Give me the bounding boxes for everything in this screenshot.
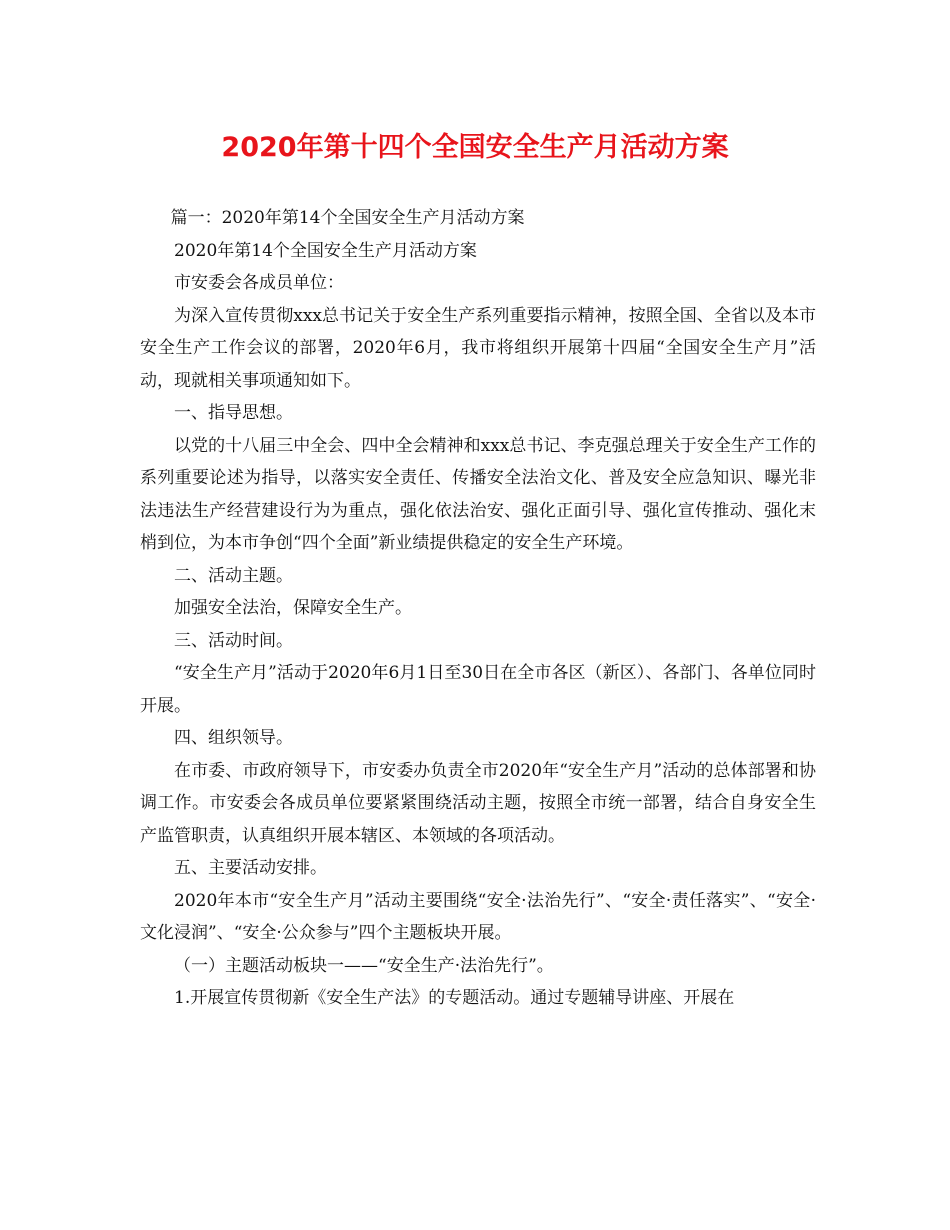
paragraph-subtitle: 2020年第14个全国安全生产月活动方案 [174, 240, 477, 261]
paragraph-organization: 在市委、市政府领导下，市安委办负责全市2020年“安全生产月”活动的总体部署和协调工作。市安委会各成员单位要紧紧围绕活动主题，按照全市统一部署，结合自身安全生产监管职责，认真组织开展本辖区、本领域的各项活动。 [140, 760, 816, 846]
subsection-heading-1: （一）主题活动板块一——“安全生产·法治先行”。 [174, 955, 554, 976]
paragraph-intro: 为深入宣传贯彻xxx总书记关于安全生产系列重要指示精神，按照全国、全省以及本市安全生产工作会议的部署，2020年6月，我市将组织开展第十四届“全国安全生产月”活动，现就相关事项通知如下。 [140, 305, 816, 391]
section-heading-2: 二、活动主题。 [174, 565, 293, 586]
paragraph-item-1: 1.开展宣传贯彻新《安全生产法》的专题活动。通过专题辅导讲座、开展在 [174, 988, 735, 1008]
section-heading-5: 五、主要活动安排。 [174, 858, 327, 878]
paragraph-guiding-thought: 以党的十八届三中全会、四中全会精神和xxx总书记、李克强总理关于安全生产工作的系列重要论述为指导，以落实安全责任、传播安全法治文化、普及安全应急知识、曝光非法违法生产经营建设行为为重点，强化依法治安、强化正面引导、强化宣传推动、强化末梢到位，为本市争创“四个全面”新业绩提供稳定的安全生产环境。 [140, 435, 816, 553]
document-title: 2020年第十四个全国安全生产月活动方案 [221, 132, 729, 163]
paragraph-salutation: 市安委会各成员单位： [174, 273, 344, 293]
section-heading-4: 四、组织领导。 [174, 728, 293, 748]
paragraph-activities: 2020年本市“安全生产月”活动主要围绕“安全·法治先行”、“安全·责任落实”、“安全·文化浸润”、“安全·公众参与”四个主题板块开展。 [140, 890, 816, 943]
paragraph-time: “安全生产月”活动于2020年6月1日至30日在全市各区（新区）、各部门、各单位同时开展。 [140, 663, 816, 716]
paragraph-theme: 加强安全法治，保障安全生产。 [174, 598, 412, 618]
document-body [140, 202, 816, 1015]
section-heading-1: 一、指导思想。 [174, 403, 293, 423]
paragraph-chapter-heading: 篇一：2020年第14个全国安全生产月活动方案 [170, 208, 525, 228]
section-heading-3: 三、活动时间。 [174, 630, 293, 651]
